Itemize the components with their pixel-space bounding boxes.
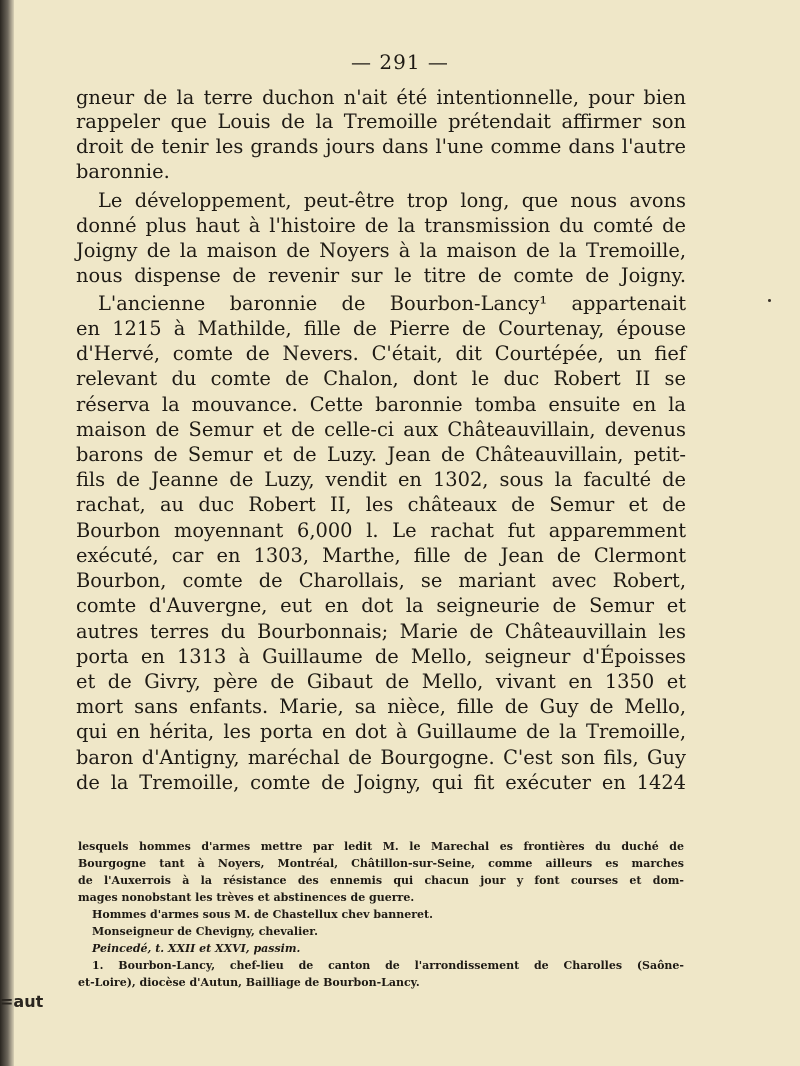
text-line: exécuté, car en 1303, Marthe, fille de Jean de Clermont [76,544,686,567]
text-line: et de Givry, père de Gibaut de Mello, vivant en 1350 et [76,670,686,693]
text-line: L'ancienne baronnie de Bourbon-Lancy¹ appartenait [98,292,686,315]
text-line: comte d'Auvergne, eut en dot la seigneurie de Semur et [76,594,686,617]
text-line: en 1215 à Mathilde, fille de Pierre de Courtenay, épouse [76,317,686,340]
footnote-line: Hommes d'armes sous M. de Chastellux chev banneret. [92,908,433,921]
page-number: — 291 — [351,50,449,74]
footnote-line: Bourgogne tant à Noyers, Montréal, Châtillon-sur-Seine, comme ailleurs es marches [78,857,684,870]
text-line: baron d'Antigny, maréchal de Bourgogne. C'est son fils, Guy [76,746,686,769]
footnote-line: Monseigneur de Chevigny, chevalier. [92,925,318,938]
footnote-line: lesquels hommes d'armes mettre par ledit M. le Marechal es frontières du duché de [78,840,684,853]
text-line: gneur de la terre duchon n'ait été intentionnelle, pour bien [76,86,686,109]
text-line: porta en 1313 à Guillaume de Mello, seigneur d'Époisses [76,645,686,668]
text-line: réserva la mouvance. Cette baronnie tomba ensuite en la [76,393,686,416]
text-line: rachat, au duc Robert II, les châteaux de Semur et de [76,493,686,516]
footnote-line: mages nonobstant les trèves et abstinences de guerre. [78,891,415,904]
text-line: donné plus haut à l'histoire de la transmission du comté de [76,214,686,237]
text-line: autres terres du Bourbonnais; Marie de Châteauvillain les [76,620,686,643]
text-line: nous dispense de revenir sur le titre de comte de Joigny. [76,264,686,287]
page-gutter-shadow [0,0,14,1066]
margin-scrap-text: =aut [0,992,44,1011]
text-line: rappeler que Louis de la Tremoille prétendait affirmer son [76,110,686,133]
footnote-line: de l'Auxerrois à la résistance des ennemis qui chacun jour y font courses et dom- [78,874,684,887]
text-line: d'Hervé, comte de Nevers. C'était, dit Courtépée, un fief [76,342,686,365]
text-line: qui en hérita, les porta en dot à Guillaume de la Tremoille, [76,720,686,743]
text-line: barons de Semur et de Luzy. Jean de Châteauvillain, petit- [76,443,686,466]
text-line: baronnie. [76,160,170,183]
text-line: relevant du comte de Chalon, dont le duc Robert II se [76,367,686,390]
text-line: de la Tremoille, comte de Joigny, qui fit exécuter en 1424 [76,771,686,794]
ink-speck [768,299,771,302]
text-line: fils de Jeanne de Luzy, vendit en 1302, sous la faculté de [76,468,686,491]
text-line: Bourbon moyennant 6,000 l. Le rachat fut apparemment [76,519,686,542]
text-line: Joigny de la maison de Noyers à la maison de la Tremoille, [76,239,686,262]
text-line: mort sans enfants. Marie, sa nièce, fille de Guy de Mello, [76,695,686,718]
text-line: Bourbon, comte de Charollais, se mariant avec Robert, [76,569,686,592]
footnote-line: 1. Bourbon-Lancy, chef-lieu de canton de l'arrondissement de Charolles (Saône- [92,959,684,972]
footnote-line: Peincedé, t. XXII et XXVI, passim. [92,942,301,955]
text-line: maison de Semur et de celle-ci aux Châteauvillain, devenus [76,418,686,441]
footnote-line: et-Loire), diocèse d'Autun, Bailliage de Bourbon-Lancy. [78,976,420,989]
text-line: Le développement, peut-être trop long, que nous avons [98,189,686,212]
text-line: droit de tenir les grands jours dans l'une comme dans l'autre [76,135,686,158]
